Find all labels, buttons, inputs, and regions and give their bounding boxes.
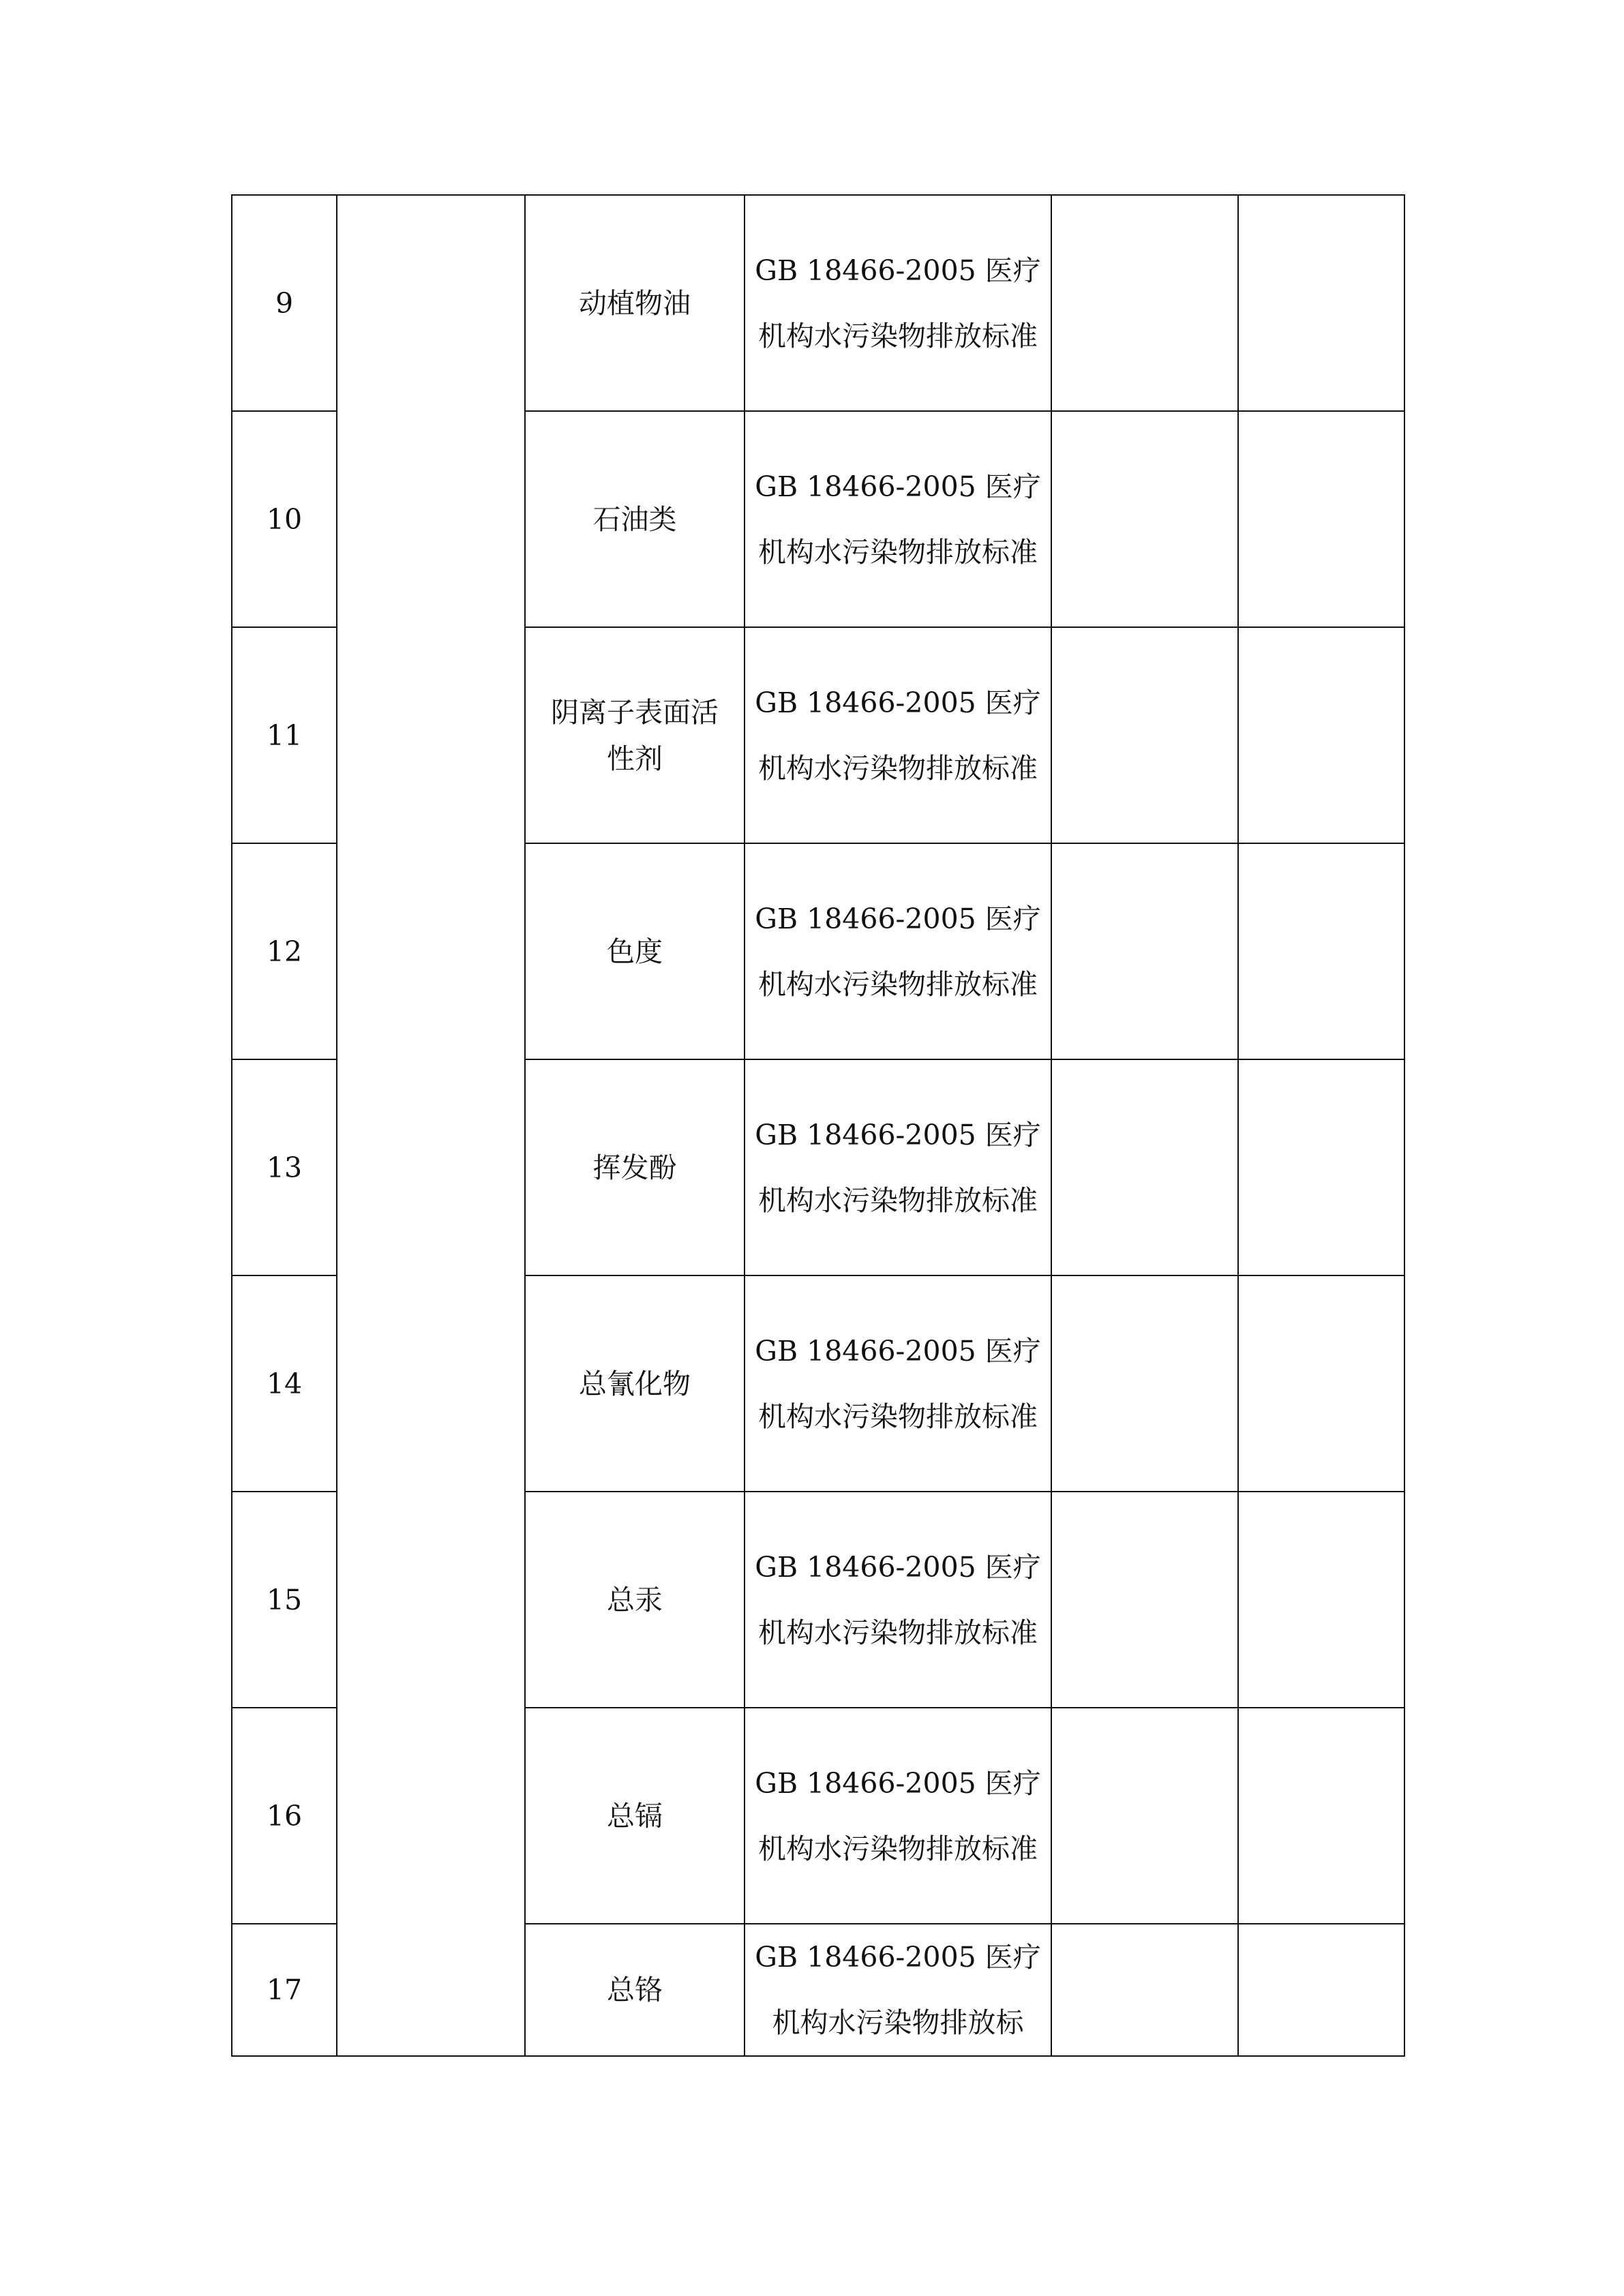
empty-cell xyxy=(1238,1275,1404,1492)
test-item-cell: 挥发酚 xyxy=(525,1059,745,1275)
standard-cell xyxy=(745,627,1051,843)
test-item-cell: 阴离子表面活性剂 xyxy=(525,627,745,843)
empty-cell xyxy=(1051,195,1238,411)
standard-text: GB 18466-2005 医疗机构水污染物排放标 xyxy=(755,1941,1041,2039)
empty-cell xyxy=(1238,1708,1404,1924)
standard-text: GB 18466-2005 医疗机构水污染物排放标准 xyxy=(755,1118,1041,1217)
empty-cell xyxy=(1238,411,1404,627)
empty-cell xyxy=(1238,627,1404,843)
document-table-container xyxy=(231,194,1405,2057)
test-item-cell: 色度 xyxy=(525,843,745,1059)
empty-cell xyxy=(1051,627,1238,843)
standard-cell xyxy=(745,1924,1051,2056)
empty-cell xyxy=(1238,195,1404,411)
empty-cell xyxy=(1051,1275,1238,1492)
standard-text: GB 18466-2005 医疗机构水污染物排放标准 xyxy=(755,1766,1041,1865)
standard-text: GB 18466-2005 医疗机构水污染物排放标准 xyxy=(755,1550,1041,1649)
empty-cell xyxy=(1051,1924,1238,2056)
test-item-cell: 总铬 xyxy=(525,1924,745,2056)
standard-cell xyxy=(745,195,1051,411)
standard-cell xyxy=(745,411,1051,627)
test-item-cell: 总汞 xyxy=(525,1492,745,1708)
test-item-cell: 石油类 xyxy=(525,411,745,627)
standard-cell xyxy=(745,1708,1051,1924)
row-number-cell: 11 xyxy=(232,627,337,843)
standard-cell xyxy=(745,843,1051,1059)
empty-cell xyxy=(1238,1492,1404,1708)
row-number-cell: 15 xyxy=(232,1492,337,1708)
row-number-cell: 13 xyxy=(232,1059,337,1275)
standard-text: GB 18466-2005 医疗机构水污染物排放标准 xyxy=(755,254,1041,352)
merged-category-cell xyxy=(337,195,525,2056)
row-number-cell: 14 xyxy=(232,1275,337,1492)
standard-text: GB 18466-2005 医疗机构水污染物排放标准 xyxy=(755,902,1041,1001)
standard-text: GB 18466-2005 医疗机构水污染物排放标准 xyxy=(755,1334,1041,1433)
standard-cell xyxy=(745,1059,1051,1275)
empty-cell xyxy=(1051,1492,1238,1708)
empty-cell xyxy=(1051,1059,1238,1275)
empty-cell xyxy=(1051,843,1238,1059)
standard-cell xyxy=(745,1275,1051,1492)
row-number-cell: 17 xyxy=(232,1924,337,2056)
standard-text: GB 18466-2005 医疗机构水污染物排放标准 xyxy=(755,470,1041,569)
row-number-cell: 12 xyxy=(232,843,337,1059)
test-item-cell: 总氰化物 xyxy=(525,1275,745,1492)
empty-cell xyxy=(1238,1924,1404,2056)
empty-cell xyxy=(1238,1059,1404,1275)
empty-cell xyxy=(1051,411,1238,627)
empty-cell xyxy=(1238,843,1404,1059)
row-number-cell: 10 xyxy=(232,411,337,627)
pollutant-standards-table xyxy=(231,194,1405,2057)
row-number-cell: 9 xyxy=(232,195,337,411)
standard-cell xyxy=(745,1492,1051,1708)
row-number-cell: 16 xyxy=(232,1708,337,1924)
table-row xyxy=(232,195,1404,411)
empty-cell xyxy=(1051,1708,1238,1924)
test-item-cell: 动植物油 xyxy=(525,195,745,411)
test-item-cell: 总镉 xyxy=(525,1708,745,1924)
standard-text: GB 18466-2005 医疗机构水污染物排放标准 xyxy=(755,686,1041,785)
